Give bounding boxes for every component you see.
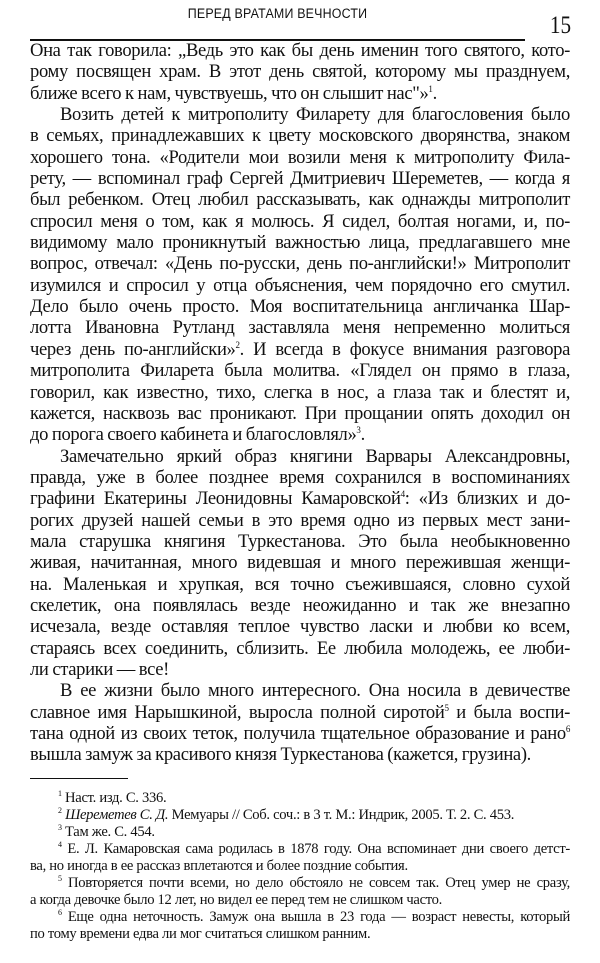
text-line: через день по-английски»$^2$. И всегда в фокусе внимания разговора: [30, 338, 570, 360]
text-line: Она так говорила: „Ведь это как бы день именин того святого, кото-: [30, 40, 570, 61]
text-line: лотта Ивановна Рутланд заставляла меня непременно молиться: [30, 317, 570, 339]
text-line: в семьях, принадлежавших к цвету московского дворянства, знаком: [30, 125, 570, 147]
footnote-ref: 2: [235, 339, 240, 350]
footnote-ref: 2: [58, 806, 62, 815]
footnote-line: $^5$ Повторяется почти всеми, но дело обстояло не совсем так. Отец умер не сразу,: [58, 874, 570, 891]
text-line: Дело было очень просто. Моя воспитательница англичанка Шар-: [30, 296, 570, 318]
paragraph: [30, 40, 570, 104]
text-line: на. Маленькая и хрупкая, вся точно съежившаяся, словно сухой: [30, 573, 570, 595]
running-head: ПЕРЕД ВРАТАМИ ВЕЧНОСТИ: [187, 6, 368, 21]
paragraph: [30, 104, 570, 446]
footnote-separator: [30, 778, 128, 779]
text-line: правда, уже в более позднее время сохранился в воспоминаниях: [30, 466, 570, 488]
footnote: [30, 841, 570, 875]
footnote-line: $^2$ Шереметев С. Д. Мемуары // Соб. соч.: в 3 т. М.: Индрик, 2005. Т. 2. С. 453.: [58, 806, 515, 823]
text-line: был ребенком. Отец любил рассказывать, как однажды митрополит: [30, 189, 570, 211]
text-line: графини Екатерины Леонидовны Камаровской$^4$: «Из близких и до-: [30, 488, 570, 510]
page-number: 15: [549, 12, 572, 39]
footnote-line: $^4$ Е. Л. Камаровская сама родилась в 1878 году. Она вспоминает дни своего детст-: [58, 840, 570, 857]
footnote-line: ва, но иногда в ее рассказ вплетаются и более поздние события.: [30, 858, 408, 874]
footnote-ref: 3: [356, 425, 361, 436]
text-line: хорошего тона. «Родители мои возили меня к митрополиту Фила-: [30, 146, 570, 168]
footnote-ref: 6: [565, 724, 570, 734]
text-line: тана одной из своих теток, получила тщательное образование и рано$^6$: [30, 723, 570, 744]
text-line: говорил, как известно, тихо, слегка в нос, а глаза так и блестят и,: [30, 381, 570, 403]
text-line: вышла замуж за красивого князя Туркестанова (кажется, грузина).: [30, 744, 531, 766]
paragraph: [30, 680, 570, 765]
footnote: [30, 824, 570, 841]
footnote-line: $^3$ Там же. С. 454.: [58, 823, 155, 840]
text-line: скелетик, она появлялась везде неожиданно и так же внезапно: [30, 594, 570, 616]
footnote-ref: 1: [428, 83, 433, 94]
text-line: до порога своего кабинета и благословлял»$^3$.: [30, 424, 365, 446]
text-line: исчезала, везде оставляя теплое чувство ласки и любви ко всем,: [30, 616, 570, 638]
text-line: кажется, насквозь вас проникают. При прощании опять доходил он: [30, 402, 570, 424]
footnote-ref: 5: [444, 702, 449, 713]
footnote-line: а когда девочке было 12 лет, но видел ее перед тем не слишком часто.: [30, 892, 443, 908]
footnote: [30, 790, 570, 807]
footnote-ref: 1: [58, 789, 62, 798]
footnote: [30, 909, 570, 943]
text-line: В ее жизни было много интересного. Она носила в девичестве: [60, 680, 570, 702]
text-line: спросил меня о том, как я молюсь. Я сидел, болтая ногами, и, по-: [30, 210, 570, 232]
text-line: рогих друзей нашей семьи в это время одно из первых мест зани-: [30, 509, 570, 531]
text-line: вопрос, отвечал: «День по-русски, день по-английски!» Митрополит: [30, 253, 570, 275]
text-line: живая, начитанная, много видевшая и много пережившая женщи-: [30, 552, 570, 574]
footnote-ref: 5: [58, 874, 62, 883]
text-line: изумился и спросил у отца объяснения, чем порядочно его смутил.: [30, 274, 570, 296]
footnote-line: по тому времени едва ли мог считаться слишком ранним.: [30, 926, 371, 942]
body-text: [30, 40, 570, 766]
text-line: Замечательно яркий образ княгини Варвары Александровны,: [60, 445, 570, 467]
text-line: ближе всего к нам, чувствуешь, что он слышит нас"»$^1$.: [30, 82, 437, 104]
text-line: мала старушка княгиня Туркестанова. Это была необыкновенно: [30, 530, 570, 552]
text-line: ли старики — все!: [30, 658, 170, 680]
footnote-line: $^6$ Еще одна неточность. Замуж она вышла в 23 года — возраст невесты, который: [58, 908, 570, 925]
paragraph: [30, 446, 570, 681]
footnote-ref: 6: [58, 908, 62, 917]
text-line: стараясь всех соединить, сблизить. Ее любила молодежь, ее люби-: [30, 637, 570, 659]
text-line: видимому мало проникнутый важностью лица, предлагавшего мне: [30, 232, 570, 254]
text-line: рому посвящен храм. В этот день святой, которому мы празднуем,: [30, 61, 570, 83]
text-line: митрополита Филарета была молитва. «Глядел он прямо в глаза,: [30, 360, 570, 382]
footnote: [30, 807, 570, 824]
footnote-ref: 3: [58, 823, 62, 832]
text-line: славное имя Нарышкиной, выросла полной сиротой$^5$ и была воспи-: [30, 701, 570, 723]
footnote: [30, 875, 570, 909]
footnote-ref: 4: [400, 489, 405, 500]
footnote-ref: 4: [58, 840, 62, 849]
footnotes: [30, 790, 570, 943]
text-line: рету, — вспоминал граф Сергей Дмитриевич Шереметев, — когда я: [30, 168, 570, 190]
text-line: Возить детей к митрополиту Филарету для благословения было: [60, 104, 570, 126]
footnote-line: $^1$ Наст. изд. С. 336.: [58, 789, 167, 806]
author-name: Шереметев С. Д.: [65, 807, 169, 823]
